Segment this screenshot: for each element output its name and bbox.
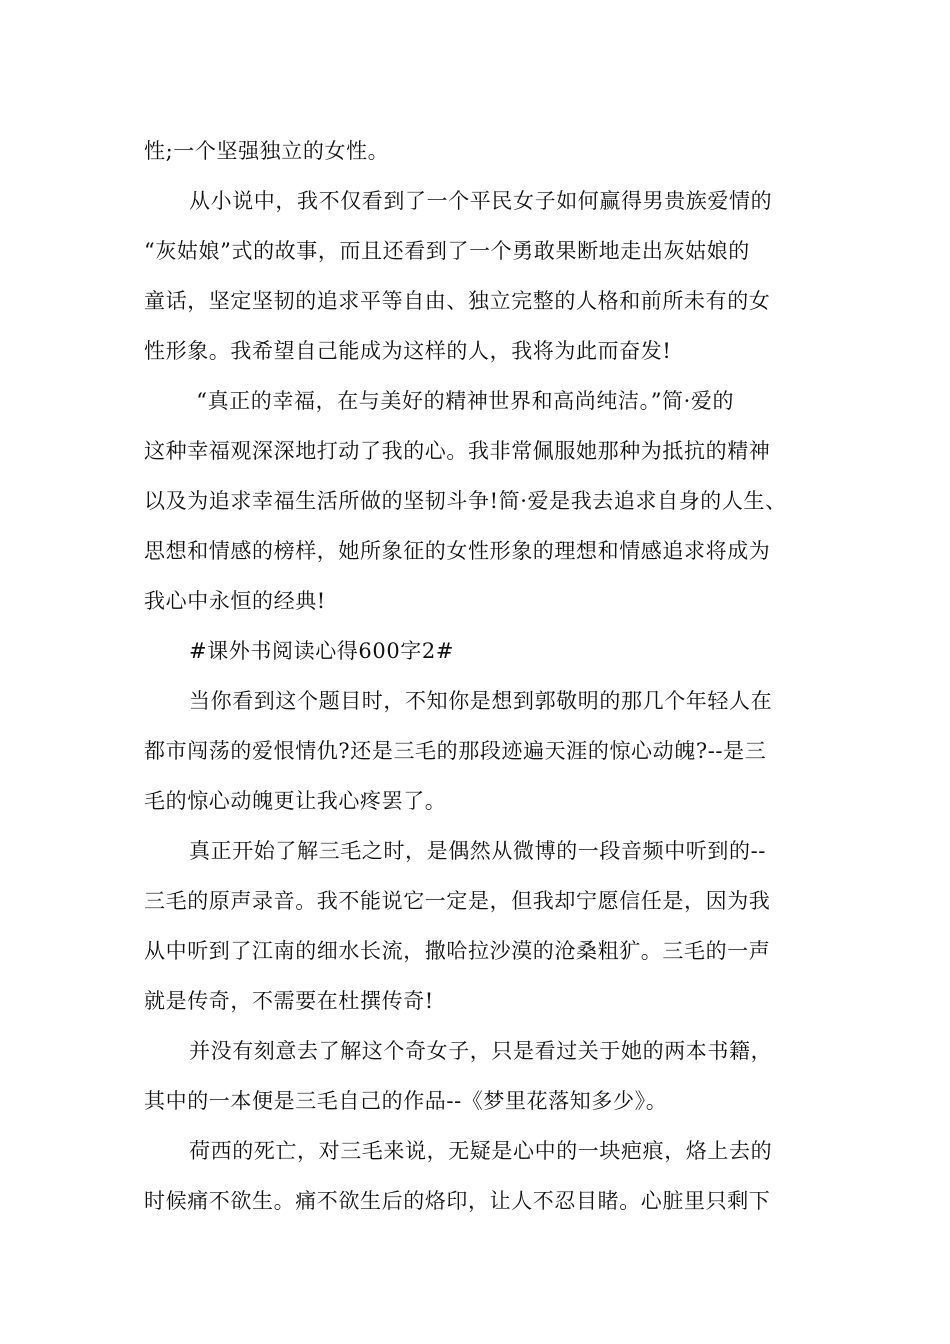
paragraph-start-line: 从小说中，我不仅看到了一个平民女子如何赢得男贵族爱情的	[189, 189, 773, 213]
paragraph-start-line: 荷西的死亡，对三毛来说，无疑是心中的一块疤痕，烙上去的	[189, 1139, 773, 1163]
text-line: 三毛的原声录音。我不能说它一定是，但我却宁愿信任是，因为我	[144, 889, 771, 913]
text-line: 时候痛不欲生。痛不欲生后的烙印，让人不忍目睹。心脏里只剩下	[144, 1189, 771, 1213]
section-heading: #课外书阅读心得600字2#	[189, 639, 455, 663]
text-line: 从中听到了江南的细水长流，撒哈拉沙漠的沧桑粗犷。三毛的一声	[144, 939, 771, 963]
text-line: 其中的一本便是三毛自己的作品--《梦里花落知多少》。	[144, 1089, 668, 1113]
text-line: 就是传奇，不需要在杜撰传奇!	[144, 989, 434, 1013]
paragraph-start-line: 真正开始了解三毛之时，是偶然从微博的一段音频中听到的--	[189, 839, 766, 863]
text-line: 我心中永恒的经典!	[144, 589, 326, 613]
paragraph-start-line: 并没有刻意去了解这个奇女子，只是看过关于她的两本书籍，	[189, 1039, 773, 1063]
text-line: 以及为追求幸福生活所做的坚韧斗争!简·爱是我去追求自身的人生、	[144, 489, 787, 513]
text-line: 性;一个坚强独立的女性。	[144, 139, 390, 163]
text-line: 毛的惊心动魄更让我心疼罢了。	[144, 789, 447, 813]
text-line: 性形象。我希望自己能成为这样的人，我将为此而奋发!	[144, 339, 672, 363]
text-line: 童话，坚定坚韧的追求平等自由、独立完整的人格和前所未有的女	[144, 289, 771, 313]
text-line: “灰姑娘”式的故事，而且还看到了一个勇敢果断地走出灰姑娘的	[144, 239, 750, 263]
text-line: 这种幸福观深深地打动了我的心。我非常佩服她那种为抵抗的精神	[144, 439, 771, 463]
paragraph-start-line: “真正的幸福，在与美好的精神世界和高尚纯洁。”简·爱的	[189, 389, 735, 413]
text-line: 思想和情感的榜样，她所象征的女性形象的理想和情感追求将成为	[144, 539, 771, 563]
text-line: 都市闯荡的爱恨情仇?还是三毛的那段迹遍天涯的惊心动魄?--是三	[144, 739, 767, 763]
paragraph-start-line: 当你看到这个题目时，不知你是想到郭敬明的那几个年轻人在	[189, 689, 773, 713]
